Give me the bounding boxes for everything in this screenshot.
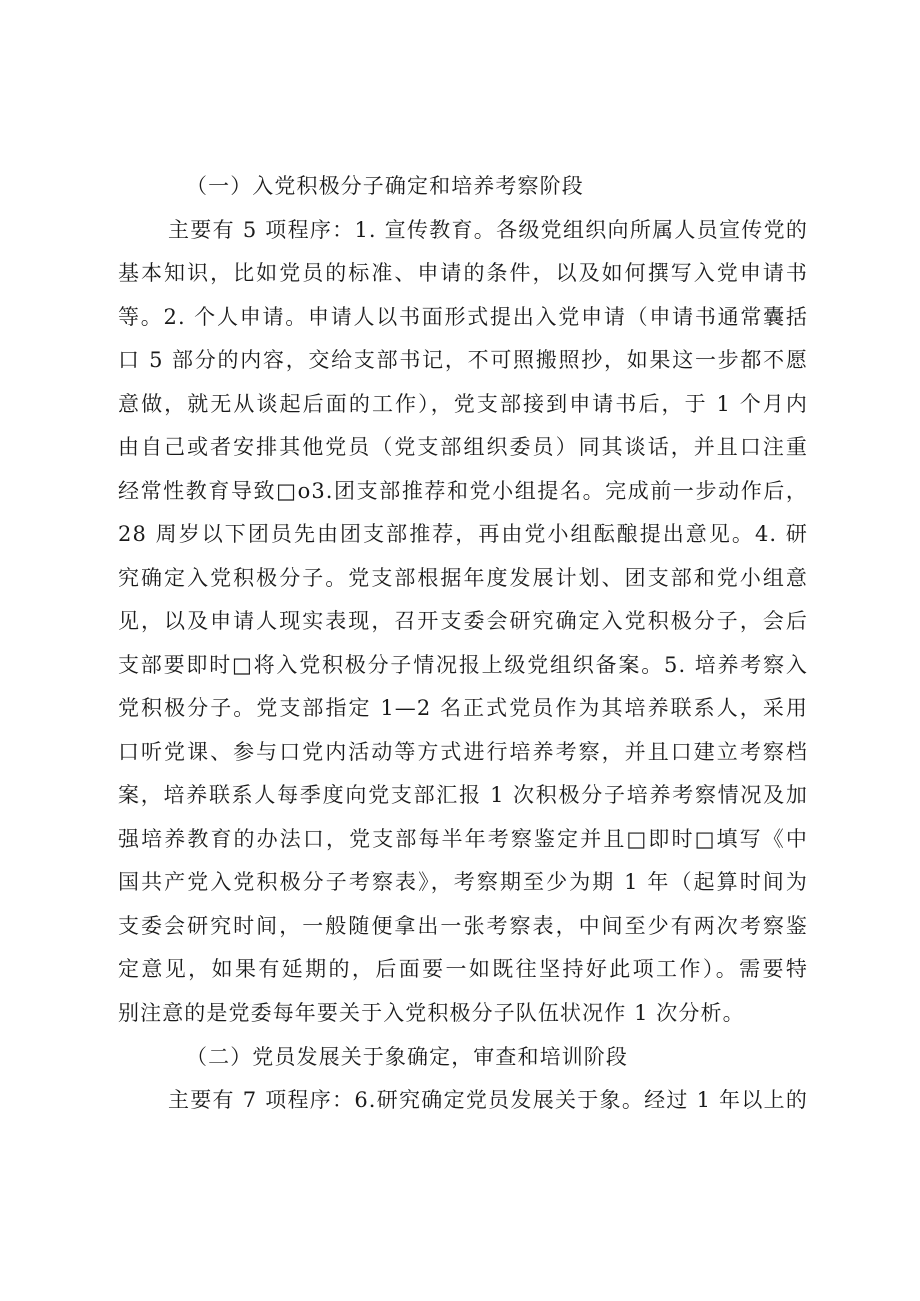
paragraph-line: 口听党课、参与口党内活动等方式进行培养考察，并且口建立考察档 [118, 740, 808, 764]
section-heading-1: （一）入党积极分子确定和培养考察阶段 [186, 174, 584, 198]
paragraph-line: 国共产党入党积极分子考察表》，考察期至少为期 1 年（起算时间为 [118, 870, 808, 894]
section-heading-2: （二）党员发展关于象确定，审查和培训阶段 [186, 1045, 628, 1069]
paragraph-line: 口 5 部分的内容，交给支部书记，不可照搬照抄，如果这一步都不愿 [118, 348, 808, 372]
paragraph-line: 意做，就无从谈起后面的工作），党支部接到申请书后，于 1 个月内 [118, 392, 808, 416]
paragraph-line: 主要有 5 项程序：1. 宣传教育。各级党组织向所属人员宣传党的 [168, 218, 808, 242]
paragraph-line: 案，培养联系人每季度向党支部汇报 1 次积极分子培养考察情况及加 [118, 783, 808, 807]
paragraph-line: 见，以及申请人现实表现，召开支委会研究确定入党积极分子，会后 [118, 609, 808, 633]
paragraph-line: 基本知识，比如党员的标准、申请的条件，以及如何撰写入党申请书 [118, 261, 808, 285]
paragraph-line: 定意见，如果有延期的，后面要一如既往坚持好此项工作）。需要特 [118, 957, 808, 981]
paragraph-line: 党积极分子。党支部指定 1—2 名正式党员作为其培养联系人，采用 [118, 696, 808, 720]
paragraph-line: 由自己或者安排其他党员（党支部组织委员）同其谈话，并且口注重 [118, 435, 808, 459]
paragraph-line: 28 周岁以下团员先由团支部推荐，再由党小组酝酿提出意见。4. 研 [118, 522, 808, 546]
paragraph-line: 究确定入党积极分子。党支部根据年度发展计划、团支部和党小组意 [118, 566, 808, 590]
paragraph-line: 支委会研究时间，一般随便拿出一张考察表，中间至少有两次考察鉴 [118, 914, 808, 938]
paragraph-line: 强培养教育的办法口，党支部每半年考察鉴定并且□即时□填写《中 [118, 827, 808, 851]
paragraph-line-last: 别注意的是党委每年要关于入党积极分子队伍状况作 1 次分析。 [118, 1001, 745, 1025]
paragraph-line: 经常性教育导致□o3.团支部推荐和党小组提名。完成前一步动作后， [118, 479, 808, 503]
paragraph-line: 等。2. 个人申请。申请人以书面形式提出入党申请（申请书通常囊括 [118, 305, 808, 329]
paragraph-line: 主要有 7 项程序：6.研究确定党员发展关于象。经过 1 年以上的 [168, 1088, 808, 1112]
paragraph-line: 支部要即时□将入党积极分子情况报上级党组织备案。5. 培养考察入 [118, 653, 808, 677]
